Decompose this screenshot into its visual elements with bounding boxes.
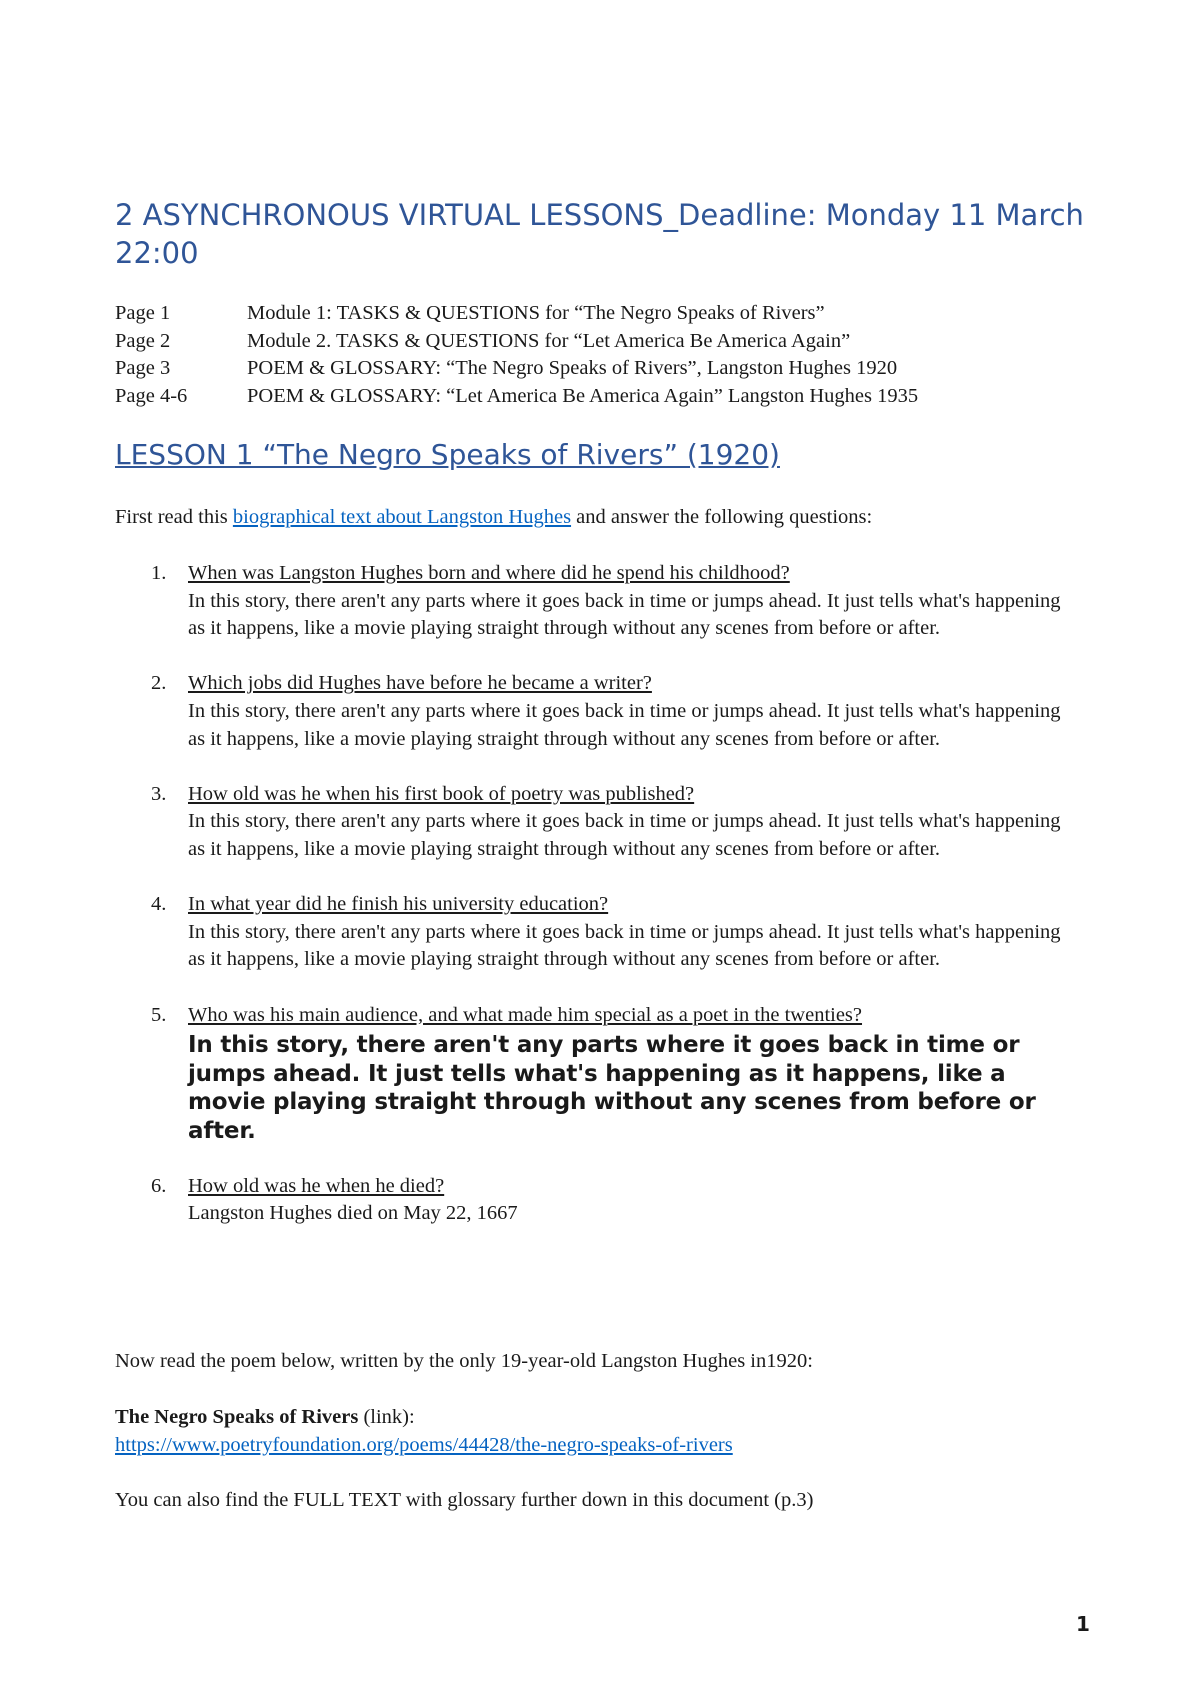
- lesson-heading: LESSON 1 “The Negro Speaks of Rivers” (1920): [115, 438, 780, 471]
- toc-description: POEM & GLOSSARY: “Let America Be America Again” Langston Hughes 1935: [247, 384, 919, 407]
- question-number: 1.: [151, 562, 167, 584]
- question-text: In what year did he finish his university education?: [188, 893, 609, 916]
- toc-row: [115, 300, 1115, 328]
- question-text: How old was he when his first book of poetry was published?: [188, 782, 695, 805]
- poem-reference: [115, 1404, 733, 1459]
- answer-text: Langston Hughes died on May 22, 1667: [188, 1202, 518, 1225]
- intro-text-before: First read this: [115, 506, 233, 528]
- toc-row: [115, 383, 1115, 411]
- question-number: 2.: [151, 672, 167, 695]
- biography-link[interactable]: biographical text about Langston Hughes: [232, 506, 572, 528]
- answer-text: In this story, there aren't any parts where it goes back in time or jumps ahead. It just tells what's happening as it happens, like a movie playing straight through without any scenes from before or after.: [188, 1032, 1036, 1144]
- answer-text: In this story, there aren't any parts where it goes back in time or jumps ahead. It just tells what's happening as it happens, like a movie playing straight through without any scenes from before or after.: [188, 810, 1061, 860]
- question-text: Who was his main audience, and what made him special as a poet in the twenties?: [188, 1003, 863, 1026]
- question-text: Which jobs did Hughes have before he became a writer?: [188, 672, 652, 695]
- question-list: [115, 560, 1075, 1255]
- question-number: 5.: [151, 1003, 167, 1026]
- toc-page: Page 4-6: [115, 384, 188, 407]
- toc-description: Module 2. TASKS & QUESTIONS for “Let America Be America Again”: [247, 329, 851, 352]
- toc-description: POEM & GLOSSARY: “The Negro Speaks of Rivers”, Langston Hughes 1920: [247, 357, 898, 380]
- table-of-contents: [115, 300, 1115, 410]
- answer-text: In this story, there aren't any parts where it goes back in time or jumps ahead. It just tells what's happening as it happens, like a movie playing straight through without any scenes from before or after.: [188, 589, 1061, 640]
- answer-text: In this story, there aren't any parts where it goes back in time or jumps ahead. It just tells what's happening as it happens, like a movie playing straight through without any scenes from before or after.: [188, 699, 1061, 750]
- poem-url-link[interactable]: https://www.poetryfoundation.org/poems/44428/the-negro-speaks-of-rivers: [115, 1433, 733, 1456]
- question-item: [115, 891, 1075, 974]
- toc-row: [115, 328, 1115, 356]
- document-title: 2 ASYNCHRONOUS VIRTUAL LESSONS_Deadline: Monday 11 March 22:00: [115, 198, 1084, 270]
- intro-text-after: and answer the following questions:: [571, 506, 873, 528]
- toc-page: Page 1: [115, 302, 171, 324]
- question-number: 3.: [151, 782, 167, 805]
- toc-row: [115, 355, 1115, 383]
- answer-text: In this story, there aren't any parts where it goes back in time or jumps ahead. It just tells what's happening as it happens, like a movie playing straight through without any scenes from before or after.: [188, 920, 1061, 971]
- question-number: 6.: [151, 1174, 167, 1197]
- poem-link-label: (link):: [358, 1406, 415, 1428]
- question-number: 4.: [151, 893, 167, 916]
- toc-description: Module 1: TASKS & QUESTIONS for “The Negro Speaks of Rivers”: [247, 302, 825, 324]
- question-item: [115, 560, 1075, 643]
- question-item: [115, 670, 1075, 753]
- question-text: How old was he when he died?: [188, 1174, 445, 1197]
- question-text: When was Langston Hughes born and where did he spend his childhood?: [188, 562, 790, 584]
- question-item: [115, 781, 1075, 864]
- toc-page: Page 3: [115, 357, 171, 380]
- question-item: [115, 1002, 1075, 1146]
- intro-paragraph: [115, 503, 872, 531]
- poem-title: The Negro Speaks of Rivers: [115, 1406, 359, 1428]
- question-item: [115, 1173, 1075, 1228]
- toc-page: Page 2: [115, 329, 171, 352]
- poem-intro: Now read the poem below, written by the only 19-year-old Langston Hughes in1920:: [115, 1350, 813, 1372]
- page-number: 1: [1076, 1612, 1090, 1636]
- full-text-note: You can also find the FULL TEXT with glossary further down in this document (p.3): [115, 1489, 814, 1511]
